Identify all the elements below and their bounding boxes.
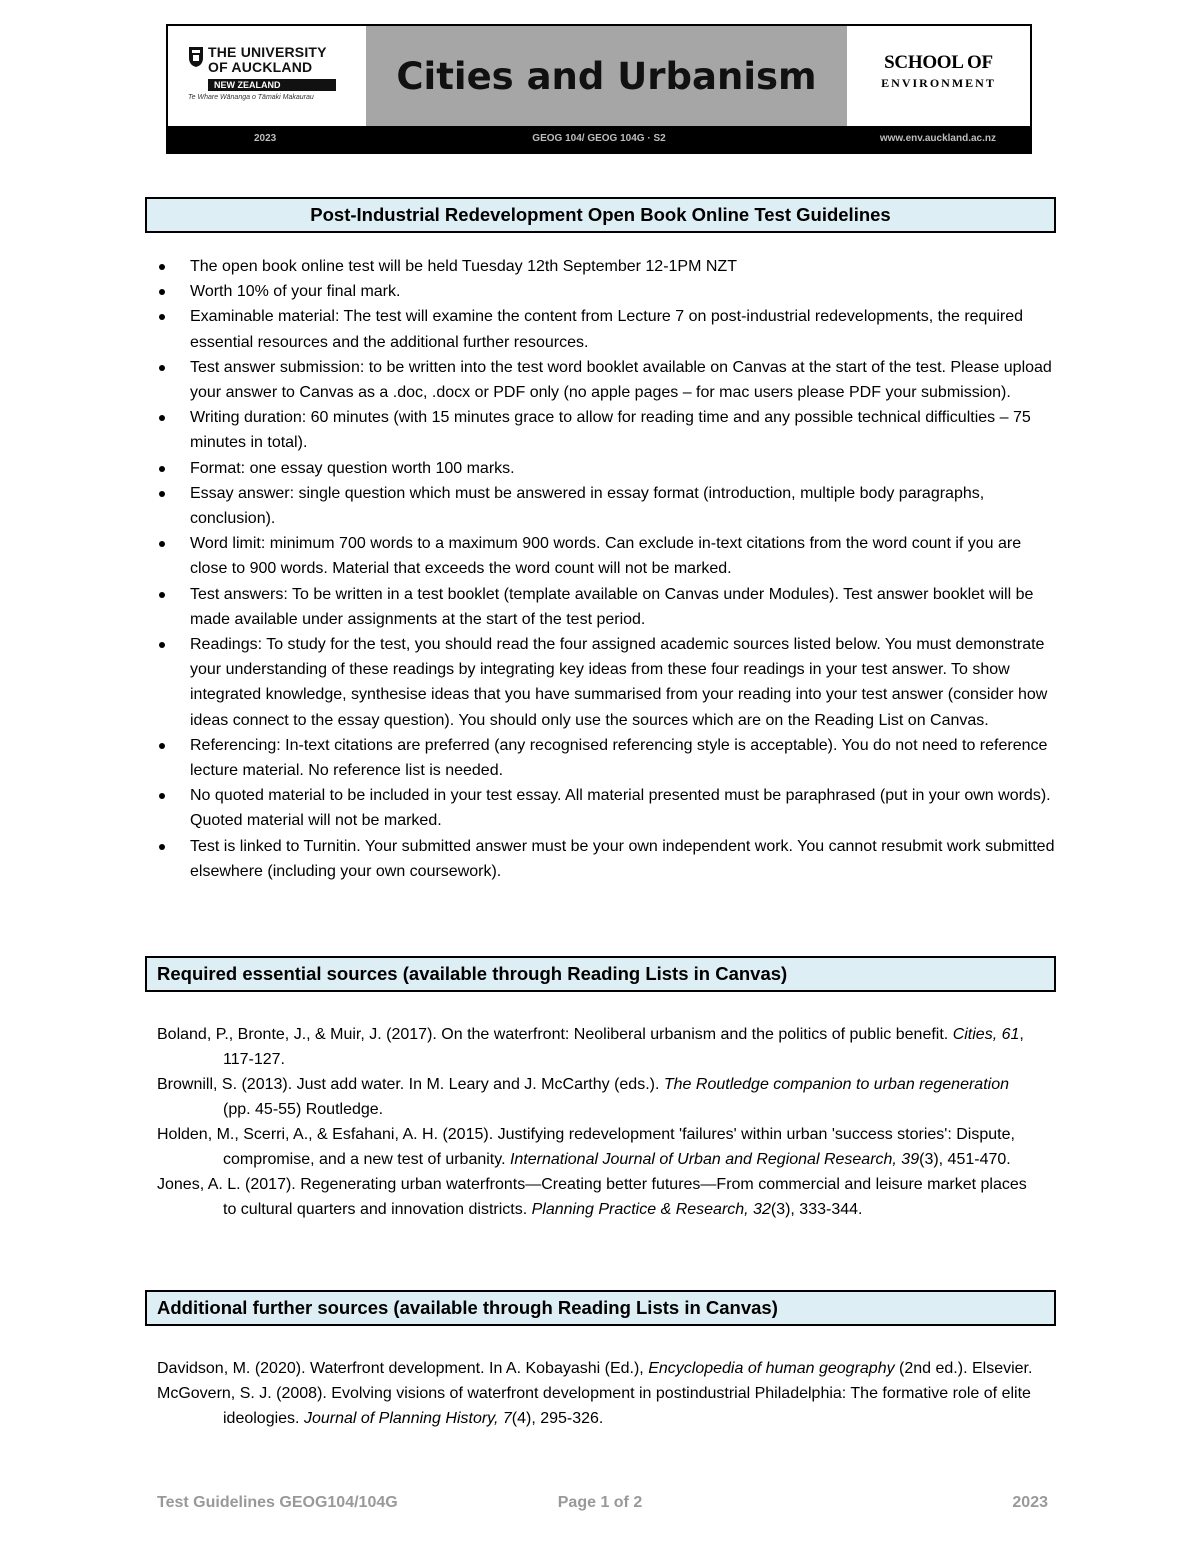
footer-page-number: Page 1 of 2 [557, 1494, 643, 1511]
bullet-text: No quoted material to be included in your test essay. All material presented must be paraphrased (put in your own words). Quoted material will not be marked. [190, 787, 1051, 830]
bullet-text: The open book online test will be held Tuesday 12th September 12-1PM NZT [190, 258, 737, 275]
additional-sources-list [157, 1356, 1037, 1431]
list-item [155, 279, 1055, 304]
bullet-icon [159, 365, 165, 371]
guidelines-list [155, 254, 1055, 884]
university-logo [168, 26, 367, 126]
list-item [155, 632, 1055, 733]
list-item [155, 254, 1055, 279]
crest-icon [188, 46, 204, 68]
bullet-text: Test answer submission: to be written into the test word booklet available on Canvas at the start of the test. Please upload your answer to Canvas as a .doc, .docx or PDF only (no apple pages – for mac users please PDF your submission). [190, 358, 1052, 402]
bullet-text: Format: one essay question worth 100 marks. [190, 459, 515, 477]
list-item [155, 531, 1055, 581]
list-item [155, 834, 1055, 884]
footer-year: 2023 [1012, 1494, 1048, 1511]
bullet-text: Referencing: In-text citations are preferred (any recognised referencing style is acceptable). You do not need to reference lecture material. No reference list is needed. [190, 736, 1048, 780]
bullet-text: Worth 10% of your final mark. [190, 283, 401, 301]
list-item [155, 405, 1055, 455]
required-sources-heading: Required essential sources (available through Reading Lists in Canvas) [145, 956, 1056, 992]
guidelines-heading: Post-Industrial Redevelopment Open Book Online Test Guidelines [145, 197, 1056, 233]
course-title: Cities and Urbanism [396, 54, 817, 98]
banner-website: www.env.auckland.ac.nz [879, 133, 996, 144]
bullet-icon [159, 844, 165, 850]
bullet-icon [159, 289, 165, 295]
reference-entry: McGovern, S. J. (2008). Evolving visions of waterfront development in postindustrial Philadelphia: The formative role of elite ideologies. Journal of Planning History, 7(4), 295-326. [157, 1385, 1031, 1427]
bullet-icon [159, 491, 165, 497]
bullet-text: Writing duration: 60 minutes (with 15 minutes grace to allow for reading time and any possible technical difficulties – 75 minutes in total). [190, 409, 1031, 452]
bullet-icon [159, 743, 165, 749]
reference-entry: Brownill, S. (2013). Just add water. In M. Leary and J. McCarthy (eds.). The Routledge companion to urban regeneration (pp. 45-55) Routledge. [157, 1076, 1009, 1118]
list-item [155, 783, 1055, 833]
reference-entry: Jones, A. L. (2017). Regenerating urban waterfronts—Creating better futures—From commercial and leisure market places to cultural quarters and innovation districts. Planning Practice & Research, 32(3), 333-344. [157, 1176, 1027, 1218]
banner-info-bar [168, 126, 1030, 152]
bullet-text: Readings: To study for the test, you should read the four assigned academic sources listed below. You must demonstrate your understanding of these readings by integrating key ideas from these four readings in your test answer. To show integrated knowledge, synthesise ideas that you have summarised from your reading into your test answer (consider how ideas connect to the essay question). You should only use the sources which are on the Reading List on Canvas. [190, 636, 1048, 729]
bullet-icon [159, 592, 165, 598]
university-name-line1: THE UNIVERSITY [208, 44, 327, 60]
banner-year: 2023 [254, 133, 277, 144]
required-sources-list [157, 1022, 1037, 1222]
banner-top [168, 26, 1030, 126]
bullet-text: Test is linked to Turnitin. Your submitted answer must be your own independent work. You cannot resubmit work submitted elsewhere (including your own coursework). [190, 837, 1055, 880]
school-name-line2: ENVIRONMENT [881, 76, 996, 90]
bullet-text: Test answers: To be written in a test booklet (template available on Canvas under Modules). Test answer booklet will be made available under assignments at the start of the test period. [190, 585, 1034, 628]
school-box [847, 26, 1030, 126]
bullet-icon [159, 793, 165, 799]
reference-entry: Davidson, M. (2020). Waterfront development. In A. Kobayashi (Ed.), Encyclopedia of human geography (2nd ed.). Elsevier. [157, 1360, 1033, 1377]
list-item [155, 733, 1055, 783]
university-name-line2: OF AUCKLAND [208, 59, 313, 75]
list-item [155, 304, 1055, 354]
bullet-icon [159, 541, 165, 547]
bullet-text: Word limit: minimum 700 words to a maximum 900 words. Can exclude in-text citations from the word count if you are close to 900 words. Material that exceeds the word count will not be marked. [190, 535, 1022, 578]
school-name-line1: SCHOOL OF [884, 52, 993, 73]
additional-sources-heading: Additional further sources (available through Reading Lists in Canvas) [145, 1290, 1056, 1326]
banner-course-code: GEOG 104/ GEOG 104G · S2 [532, 133, 666, 144]
bullet-icon [159, 264, 165, 270]
list-item [155, 582, 1055, 632]
footer-document-name: Test Guidelines GEOG104/104G [157, 1494, 398, 1511]
university-country: NEW ZEALAND [208, 79, 336, 91]
header-banner [166, 24, 1032, 154]
bullet-icon [159, 642, 165, 648]
list-item [155, 481, 1055, 531]
reference-entry: Boland, P., Bronte, J., & Muir, J. (2017). On the waterfront: Neoliberal urbanism and the politics of public benefit. Cities, 61, 117-127. [157, 1026, 1024, 1068]
course-title-box [366, 26, 847, 126]
reference-entry: Holden, M., Scerri, A., & Esfahani, A. H. (2015). Justifying redevelopment 'failures' within urban 'success stories': Dispute, compromise, and a new test of urbanity. International Journal of Urban and Regional Research, 39(3), 451-470. [157, 1126, 1015, 1168]
bullet-icon [159, 466, 165, 472]
university-maori-name: Te Whare Wānanga o Tāmaki Makaurau [188, 94, 314, 101]
bullet-icon [159, 314, 165, 320]
bullet-text: Examinable material: The test will examine the content from Lecture 7 on post-industrial redevelopments, the required essential resources and the additional further resources. [190, 308, 1024, 351]
list-item [155, 355, 1055, 405]
bullet-text: Essay answer: single question which must be answered in essay format (introduction, multiple body paragraphs, conclusion). [190, 484, 985, 528]
list-item [155, 456, 1055, 481]
bullet-icon [159, 415, 165, 421]
